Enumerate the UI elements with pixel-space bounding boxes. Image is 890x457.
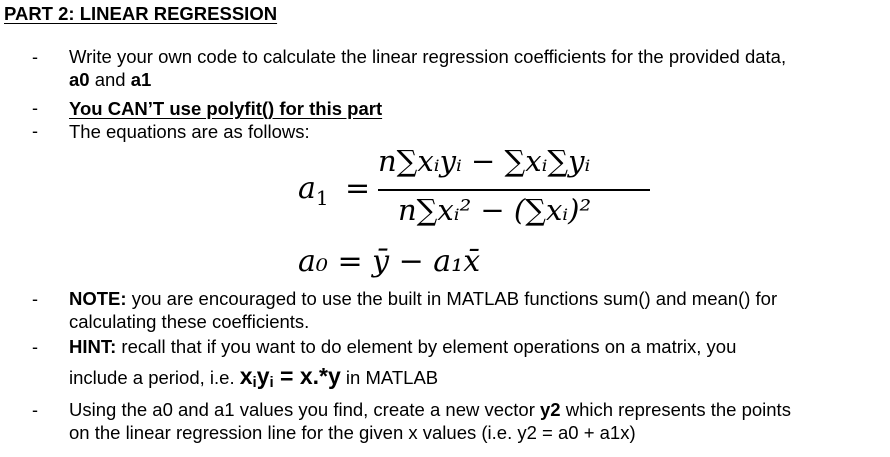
bullet-text: [69, 97, 884, 120]
fraction-bar: [378, 189, 650, 191]
code-sub: i: [252, 374, 257, 391]
bullet-line: [69, 287, 884, 310]
code-y: y: [256, 363, 270, 389]
text-part: Using the a0 and a1 values you find, create a new vector: [69, 399, 541, 420]
bullet-dash: -: [32, 337, 38, 357]
bullet-text: The equations are as follows:: [69, 121, 310, 142]
bullet-text: [69, 335, 884, 391]
eq-denominator: n∑xᵢ² − (∑xᵢ)²: [398, 193, 592, 227]
bullet-line: [69, 68, 884, 91]
bullet-dash: -: [32, 289, 38, 309]
bullet-text: [69, 398, 884, 444]
bullet-text: [69, 287, 884, 333]
bullet-dash: -: [32, 121, 38, 141]
bullet-emphasis: You CAN’T use polyfit() for this part: [69, 98, 383, 119]
section-heading: PART 2: LINEAR REGRESSION: [4, 3, 278, 24]
hint-label: HINT:: [69, 336, 117, 357]
text-part: which represents the points: [560, 399, 791, 420]
bullet-line: [69, 365, 884, 391]
bullet-line: calculating these coefficients.: [69, 311, 310, 332]
text-and: and: [89, 69, 131, 90]
hint-intro: include a period, i.e.: [69, 367, 240, 388]
code-sub: i: [269, 374, 274, 391]
code-x: x: [239, 363, 253, 389]
coef-a1: a1: [130, 69, 152, 90]
bullet-line: [69, 335, 884, 358]
equation-a0: a₀ = ȳ − a₁x̄: [298, 244, 481, 279]
note-label: NOTE:: [69, 288, 127, 309]
eq-numerator: n∑xᵢyᵢ − ∑xᵢ∑yᵢ: [378, 144, 591, 178]
bullet-line: [69, 398, 884, 421]
bullet-dash: -: [32, 98, 38, 118]
bullet-line: on the linear regression line for the given x values (i.e. y2 = a0 + a1x): [69, 422, 636, 443]
coef-a0: a0: [69, 69, 90, 90]
eq-subscript: 1: [315, 186, 329, 210]
eq-symbol: a: [298, 171, 316, 206]
eq-equals: =: [345, 171, 371, 206]
note-text: you are encouraged to use the built in MATLAB functions sum() and mean() for: [126, 288, 778, 309]
bullet-dash: -: [32, 47, 38, 67]
eq-a1-lhs: [298, 171, 329, 210]
hint-end: in MATLAB: [340, 367, 439, 388]
bullet-text: [69, 45, 884, 91]
code-expression: = x.*y: [273, 363, 341, 389]
vector-y2: y2: [540, 399, 561, 420]
bullet-line: Write your own code to calculate the linear regression coefficients for the provided data,: [69, 46, 787, 67]
hint-text: recall that if you want to do element by element operations on a matrix, you: [116, 336, 737, 357]
bullet-dash: -: [32, 400, 38, 420]
